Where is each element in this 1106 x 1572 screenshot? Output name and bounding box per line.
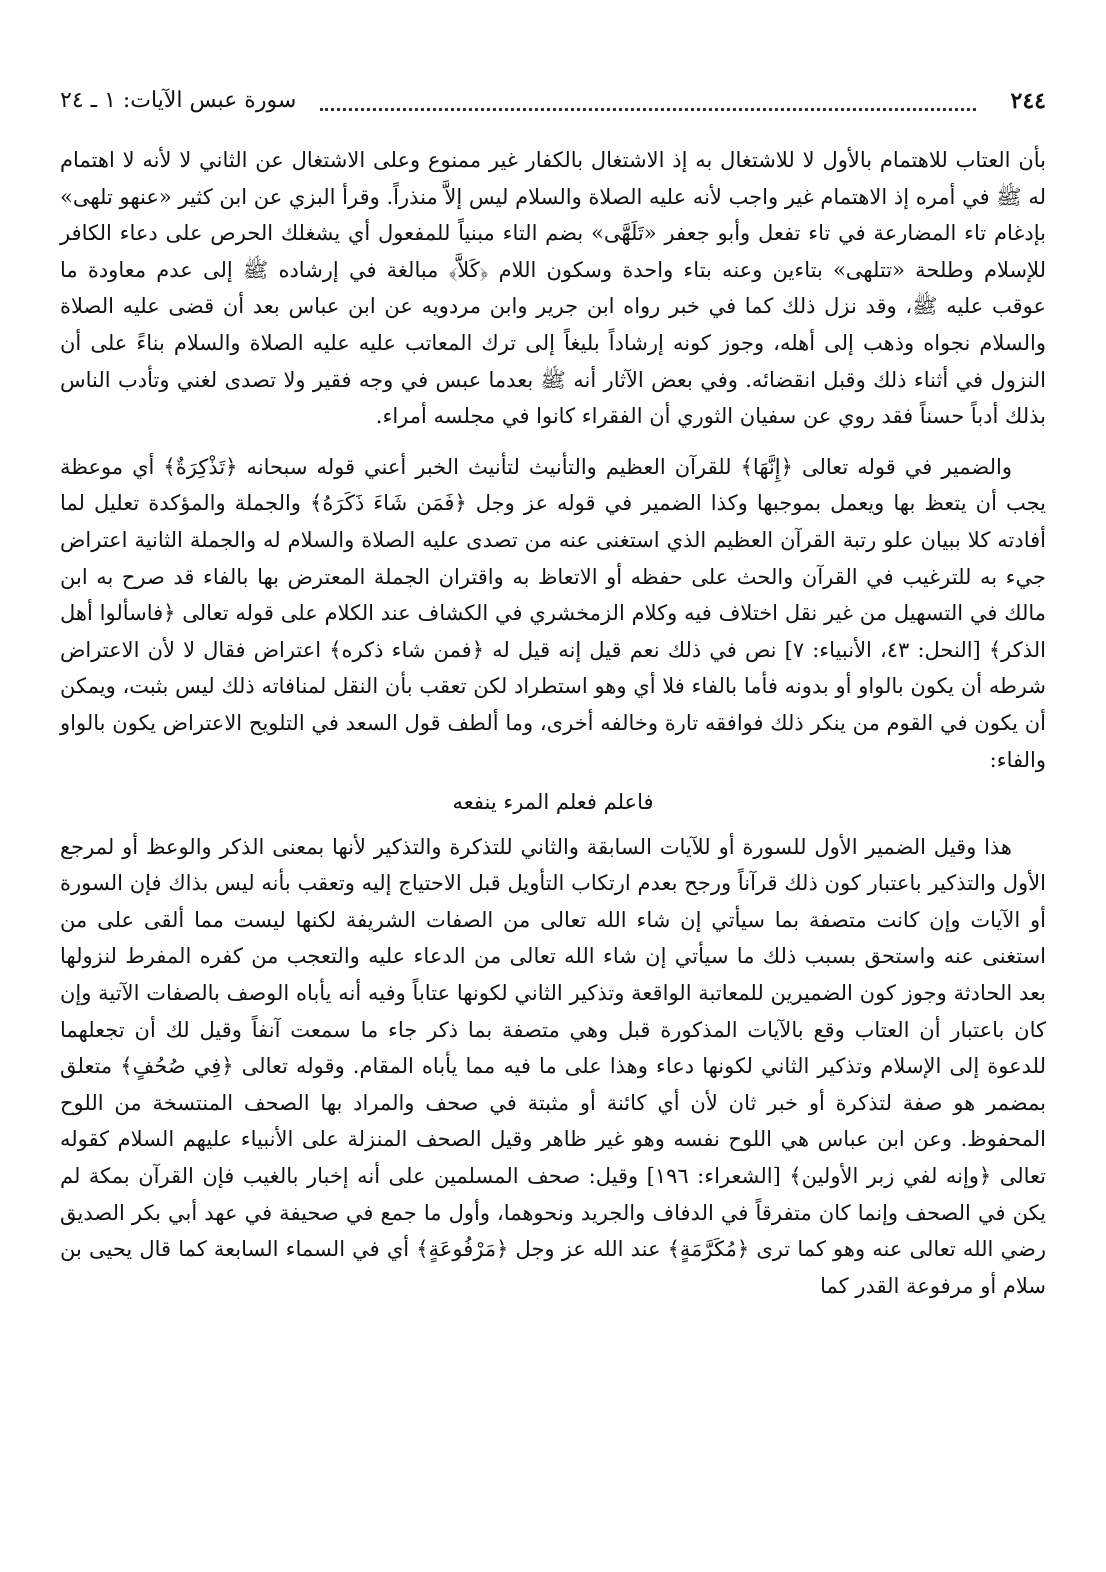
paragraph-gap xyxy=(60,435,1046,449)
paragraph-3: هذا وقيل الضمير الأول للسورة أو للآيات السابقة والثاني للتذكرة والتذكير لأنها بمعنى الذكر والوعظ أو لمرجع الأول والتذكير باعتبار كون ذلك قرآناً ورجح بعدم ارتكاب التأويل قبل الاحتياج إليه وتعقب بأنه ليس بذاك فإن السورة أو الآيات وإن كانت متصفة بما سيأتي إن شاء الله تعالى من الصفات الشريفة لكنها ليست مما ألقى على من استغنى عنه واستحق بسبب ذلك ما سيأتي إن شاء الله تعالى من الدعاء عليه والتعجب من كفره المفرط لنزولها بعد الحادثة وجوز كون الضميرين للمعاتبة الواقعة وتذكير الثاني لكونها عتاباً وفيه أنه يأباه الوصف بالصفات الآتية وإن كان باعتبار أن العتاب وقع بالآيات المذكورة قبل وهي متصفة بما ذكر جاء ما سمعت آنفاً وقيل لك أن تجعلهما للدعوة إلى الإسلام وتذكير الثاني لكونها دعاء وهذا على ما فيه مما يأباه المقام. وقوله تعالى ﴿فِي صُحُفٍ﴾ متعلق بمضمر هو صفة لتذكرة أو خبر ثان لأن أي كائنة أو مثبتة في صحف والمراد بها الصحف المنتسخة من اللوح المحفوظ. وعن ابن عباس هي اللوح نفسه وهو غير ظاهر وقيل الصحف المنزلة على الأنبياء عليهم السلام كقوله تعالى ﴿وإنه لفي زبر الأولين﴾ [الشعراء: ١٩٦] وقيل: صحف المسلمين على أنه إخبار بالغيب فإن القرآن بمكة لم يكن في الصحف وإنما كان متفرقاً في الدفاف والجريد ونحوهما، وأول ما جمع في صحيفة في عهد أبي بكر الصديق رضي الله تعالى عنه وهو كما ترى ﴿مُكَرَّمَةٍ﴾ عند الله عز وجل ﴿مَرْفُوعَةٍ﴾ أي في السماء السابعة كما قال يحيى بن سلام أو مرفوعة القدر كما xyxy=(60,834,1047,1298)
header-dotted-leader xyxy=(320,88,976,111)
paragraph-2: والضمير في قوله تعالى ﴿إِنَّهَا﴾ للقرآن العظيم والتأنيث لتأنيث الخبر أعني قوله سبحانه ﴿تَذْكِرَةٌ﴾ أي موعظة يجب أن يتعظ بها ويعمل بموجبها وكذا الضمير في قوله عز وجل ﴿فَمَن شَاءَ ذَكَرَهُ﴾ والجملة والمؤكدة تعليل لما أفادته كلا ببيان علو رتبة القرآن العظيم الذي استغنى عنه من تصدى عليه الصلاة والسلام له والجملة الثانية اعتراض جيء به للترغيب في القرآن والحث على حفظه أو الاتعاظ به واقتران الجملة المعترض بها بالفاء قد صرح به ابن مالك في التسهيل من غير نقل اختلاف فيه وكلام الزمخشري في الكشاف عند الكلام على قوله تعالى ﴿فاسألوا أهل الذكر﴾ [النحل: ٤٣، الأنبياء: ٧] نص في ذلك نعم قيل إنه قيل له ﴿فمن شاء ذكره﴾ اعتراض فقال لا لأن الاعتراض شرطه أن يكون بالواو أو بدونه فأما بالفاء فلا أي وهو استطراد لكن تعقب بأن النقل لمنافاته ذلك ليس بثبت، ويمكن أن يكون في القوم من ينكر ذلك فوافقه تارة وخالفه أخرى، وما ألطف قول السعد في التلويح الاعتراض يكون بالواو والفاء: xyxy=(60,454,1046,772)
running-title: سورة عبس الآيات: ١ ـ ٢٤ xyxy=(60,88,297,113)
page-body xyxy=(60,142,1046,1304)
page-header xyxy=(60,88,1046,122)
page-number: ٢٤٤ xyxy=(1010,88,1046,114)
poetry-verse: فاعلم فعلم المرء ينفعه xyxy=(452,790,654,815)
paragraph-1: بأن العتاب للاهتمام بالأول لا للاشتغال به إذ الاشتغال بالكفار غير ممنوع وعلى الاشتغال عن الثاني لا لأنه لا اهتمام له ﷺ في أمره إذ الاهتمام غير واجب لأنه عليه الصلاة والسلام ليس إلاَّ منذراً. وقرأ البزي عن ابن كثير «عنهو تلهى» بإدغام تاء المضارعة في تاء تفعل وأبو جعفر «تَلَهَّى» بضم التاء مبنياً للمفعول أي يشغلك الحرص على دعاء الكافر للإسلام وطلحة «تتلهى» بتاءين وعنه بتاء واحدة وسكون اللام ﴿كَلاَّ﴾ مبالغة في إرشاده ﷺ إلى عدم معاودة ما عوقب عليه ﷺ، وقد نزل ذلك كما في خبر رواه ابن جرير وابن مردويه عن ابن عباس بعد أن قضى عليه الصلاة والسلام نجواه وذهب إلى أهله، وجوز كونه إرشاداً بليغاً إلى ترك المعاتب عليه عليه الصلاة والسلام بناءً على أن النزول في أثناء ذلك وقبل انقضائه. وفي بعض الآثار أنه ﷺ بعدما عبس في وجه فقير ولا تصدى لغني وتأدب الناس بذلك أدباً حسناً فقد روي عن سفيان الثوري أن الفقراء كانوا في مجلسه أمراء. xyxy=(60,148,1046,429)
